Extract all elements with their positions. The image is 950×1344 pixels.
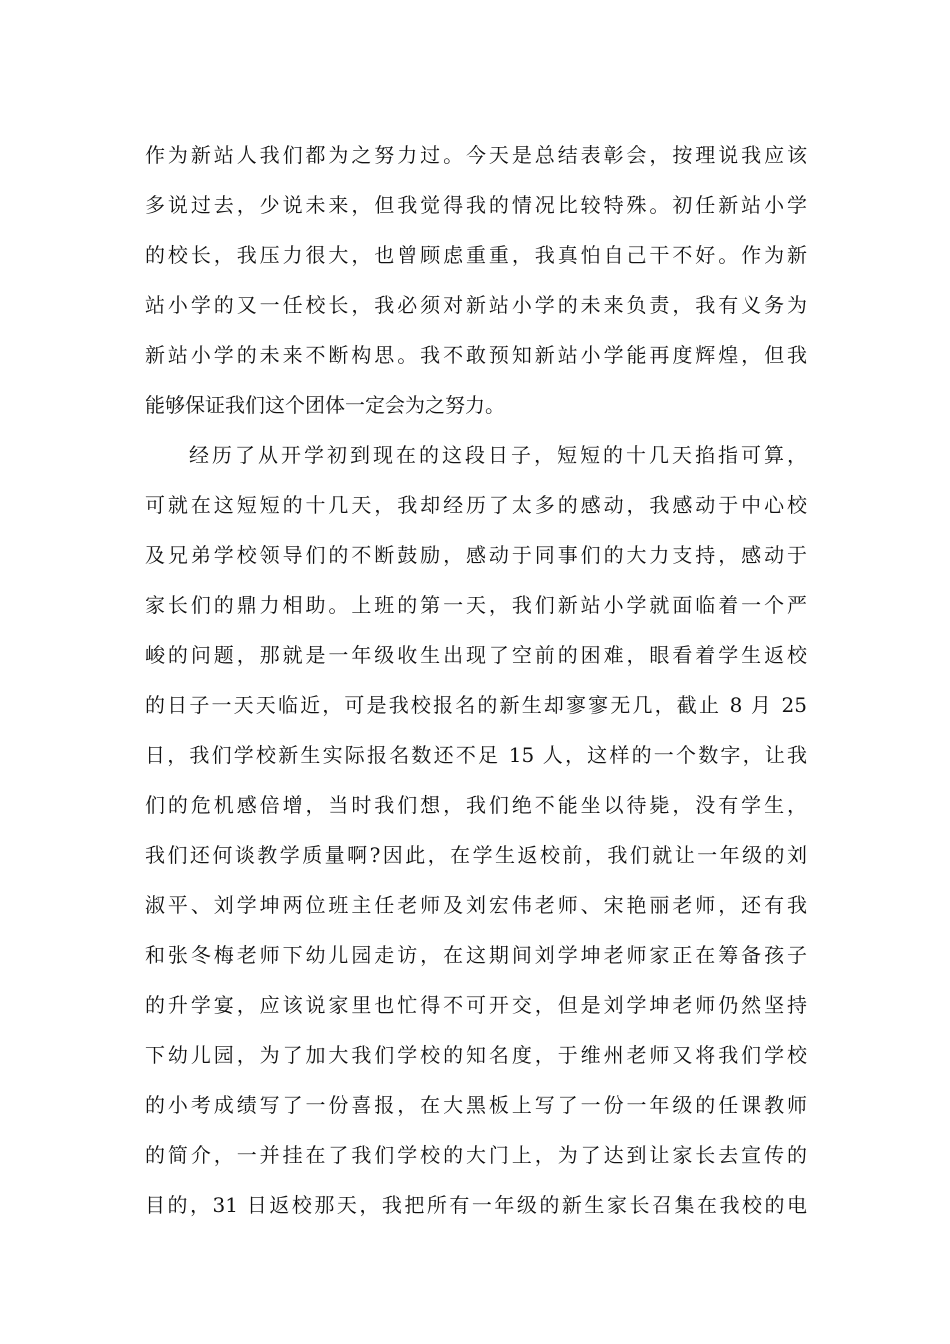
text-line: 家长们的鼎力相助。上班的第一天，我们新站小学就面临着一个严 [145, 593, 807, 617]
text-line: 站小学的又一任校长，我必须对新站小学的未来负责，我有义务为 [145, 293, 807, 317]
text-line: 新站小学的未来不断构思。我不敢预知新站小学能再度辉煌，但我 [145, 343, 807, 367]
text-line: 我们还何谈教学质量啊?因此，在学生返校前，我们就让一年级的刘 [145, 843, 807, 867]
text-line: 及兄弟学校领导们的不断鼓励，感动于同事们的大力支持，感动于 [145, 543, 807, 567]
text-line: 淑平、刘学坤两位班主任老师及刘宏伟老师、宋艳丽老师，还有我 [145, 893, 807, 917]
text-line: 的升学宴，应该说家里也忙得不可开交，但是刘学坤老师仍然坚持 [145, 993, 807, 1017]
text-line: 们的危机感倍增，当时我们想，我们绝不能坐以待毙，没有学生， [145, 793, 807, 817]
text-line: 下幼儿园，为了加大我们学校的知名度，于维州老师又将我们学校 [145, 1043, 807, 1067]
text-line: 峻的问题，那就是一年级收生出现了空前的困难，眼看着学生返校 [145, 643, 807, 667]
text-line: 经历了从开学初到现在的这段日子，短短的十几天掐指可算， [189, 443, 807, 467]
text-line: 和张冬梅老师下幼儿园走访，在这期间刘学坤老师家正在筹备孩子 [145, 943, 807, 967]
text-line: 可就在这短短的十几天，我却经历了太多的感动，我感动于中心校 [145, 493, 807, 517]
text-line: 的小考成绩写了一份喜报，在大黑板上写了一份一年级的任课教师 [145, 1093, 807, 1117]
text-line: 目的，31 日返校那天，我把所有一年级的新生家长召集在我校的电 [145, 1193, 807, 1217]
text-line: 的校长，我压力很大，也曾顾虑重重，我真怕自己干不好。作为新 [145, 243, 807, 267]
text-line: 作为新站人我们都为之努力过。今天是总结表彰会，按理说我应该 [145, 143, 807, 167]
text-line: 日，我们学校新生实际报名数还不足 15 人，这样的一个数字，让我 [145, 743, 807, 767]
text-line: 的日子一天天临近，可是我校报名的新生却寥寥无几，截止 8 月 25 [145, 693, 807, 717]
text-line: 能够保证我们这个团体一定会为之努力。 [145, 393, 505, 417]
text-line: 多说过去，少说未来，但我觉得我的情况比较特殊。初任新站小学 [145, 193, 807, 217]
body-text [145, 130, 807, 1230]
text-line: 的简介，一并挂在了我们学校的大门上，为了达到让家长去宣传的 [145, 1143, 807, 1167]
